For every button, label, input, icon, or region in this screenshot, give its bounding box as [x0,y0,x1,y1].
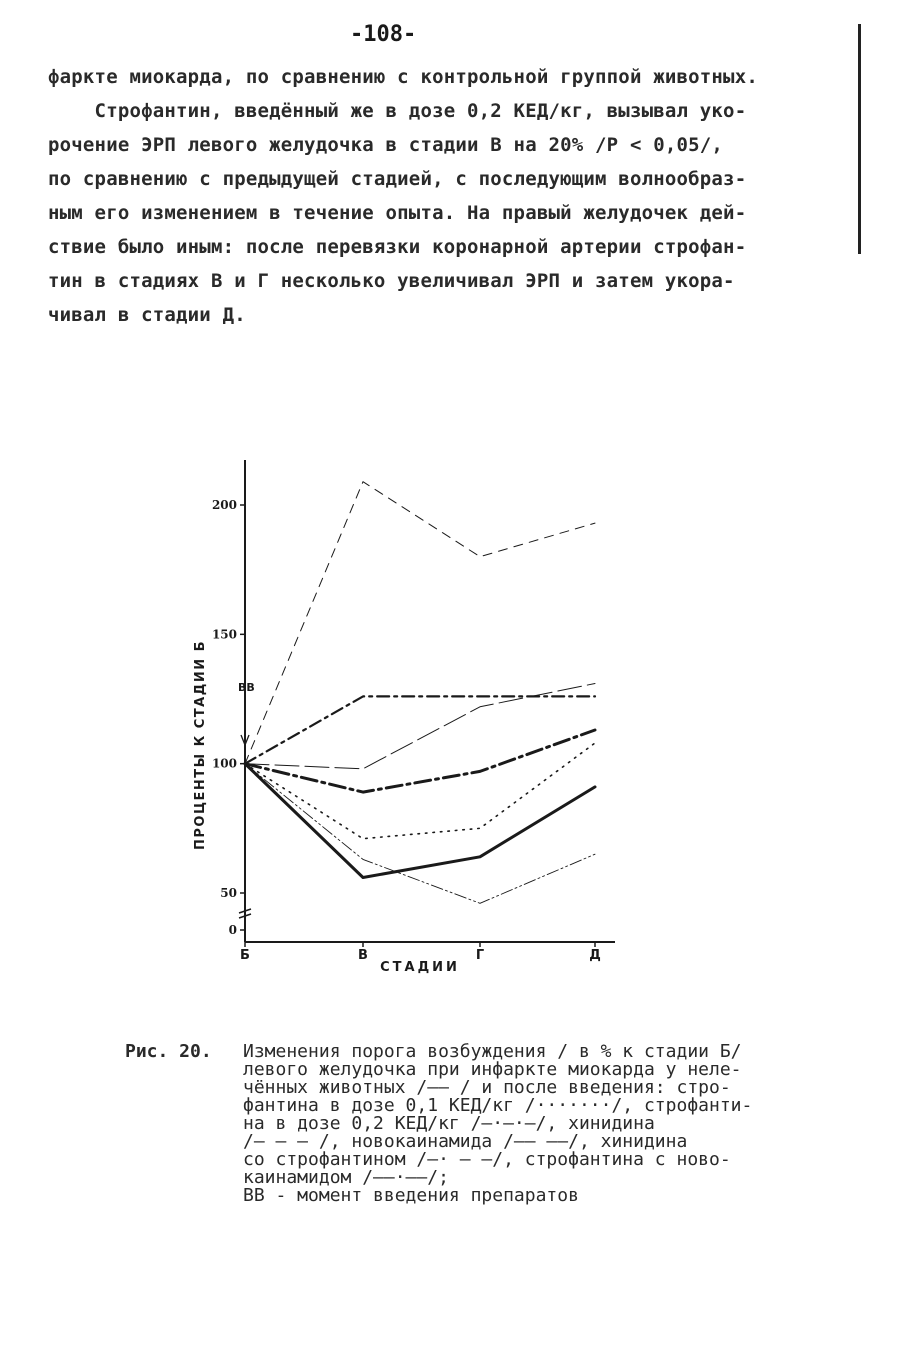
series-line-dotted [245,743,595,839]
caption-label: Рис. 20. [125,1041,212,1062]
x-axis-title: СТАДИИ [380,960,460,975]
y-tick-label: 50 [220,886,237,900]
series-line-dashed [245,482,595,764]
caption-line: фантина в дозе 0,1 КЕД/кг /·······/, строфанти- [243,1095,753,1116]
text-line: фаркте миокарда, по сравнению с контрольной группой животных. [48,66,758,88]
text-line: тин в стадиях В и Г несколько увеличивал ЭРП и затем укора- [48,270,735,292]
y-tick-label: 150 [211,627,237,642]
chart-labels [193,498,601,975]
text-line: по сравнению с предыдущей стадией, с последующим волнообраз- [48,168,747,190]
caption-line: чённых животных /—— / и после введения: стро- [243,1077,731,1098]
caption-line: /— — — /, новокаинамида /—— ——/, хинидина [243,1131,688,1152]
caption-line: левого желудочка при инфаркте миокарда у неле- [243,1059,742,1080]
text-line: ным его изменением в течение опыта. На правый желудочек дей- [48,202,747,224]
series-line-dash-dot-medium [245,696,595,763]
page-number: -108- [350,22,417,47]
x-tick-label: Б [240,948,250,963]
caption-line: на в дозе 0,2 КЕД/кг /—·—·—/, хинидина [243,1113,655,1134]
caption-line: ВВ - момент введения препаратов [243,1185,579,1206]
margin-rule [858,24,861,254]
y-tick-label: 100 [211,756,237,771]
y-tick-label: 0 [228,923,237,937]
text-line: Строфантин, введённый же в дозе 0,2 КЕД/кг, вызывал уко- [48,100,747,122]
line-chart [180,455,640,975]
caption-line: со строфантином /—· — —/, строфантина с ново- [243,1149,731,1170]
text-line: рочение ЭРП левого желудочка в стадии В на 20% /Р < 0,05/, [48,134,724,156]
x-tick-label: Г [475,948,485,963]
x-tick-label: В [358,948,368,963]
caption-line: каинамидом /——·——/; [243,1167,449,1188]
text-line: чивал в стадии Д. [48,304,246,326]
figure-chart [180,455,640,975]
y-tick-label: 200 [211,498,237,512]
text-line: ствие было иным: после перевязки коронарной артерии строфан- [48,236,747,258]
body-paragraph [48,60,848,332]
chart-series-group [245,482,595,904]
chart-axes [239,460,615,947]
caption-text [243,1043,752,1205]
y-axis-title: ПРОЦЕНТЫ К СТАДИИ Б [193,639,208,851]
series-line-dash-dot-thick [245,730,595,792]
caption-line: Изменения порога возбуждения / в % к стадии Б/ [243,1041,742,1062]
annotation-label: ВВ [238,681,255,694]
x-tick-label: Д [589,948,601,963]
